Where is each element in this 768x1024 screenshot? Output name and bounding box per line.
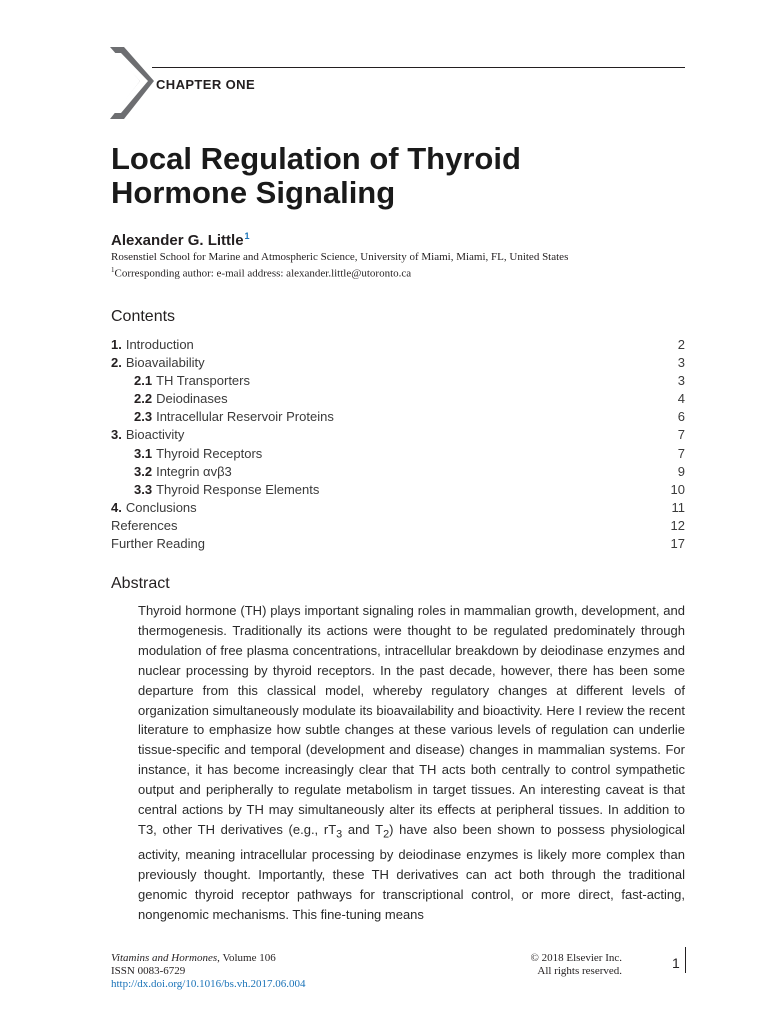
toc-entry-number: 1. [111,337,122,352]
toc-entry-page: 12 [670,517,685,533]
journal-volume: , Volume 106 [217,952,276,964]
abstract-part-3: ) have also been shown to possess physiological activity, meaning intracellular processing by deiodinase enzymes is likely more complex than previously thought. Importantly, these TH derivatives can act both through the traditional genomic thyroid receptor pathways for transcriptional control, or more direct, fast-acting, nongenomic mechanisms. This fine-tuning means [138,821,685,923]
chapter-label: CHAPTER ONE [156,77,256,92]
abstract-part-2: and T [342,821,384,837]
chapter-rule [152,67,685,68]
toc-entry-label: Thyroid Receptors [156,445,263,461]
toc-entry[interactable] [111,481,685,499]
toc-entry-page: 7 [677,445,685,461]
toc-entry-label: Integrin αvβ3 [156,463,232,479]
table-of-contents [111,336,685,553]
author [111,232,250,249]
doi-link[interactable]: http://dx.doi.org/10.1016/bs.vh.2017.06.004 [111,978,306,990]
corresponding-marker: 1 [111,266,115,274]
toc-entry-number: 2.3 [134,409,153,425]
toc-entry-number: 4. [111,499,122,515]
toc-entry-page: 3 [677,355,685,371]
toc-entry-label: Thyroid Response Elements [156,481,320,497]
toc-entry-label: Further Reading [111,536,205,552]
toc-entry[interactable] [111,445,685,463]
title-line-1: Local Regulation of Thyroid [111,141,521,176]
toc-entry-label: TH Transporters [156,373,250,389]
chapter-chevron-icon [110,47,154,119]
toc-entry-page: 11 [671,499,685,515]
chapter-title [111,142,521,210]
toc-entry[interactable] [111,336,685,354]
toc-entry-number: 3.2 [134,463,153,479]
affiliation-block [111,251,681,281]
journal-name: Vitamins and Hormones [111,952,218,964]
toc-entry-page: 6 [677,409,685,425]
footer-citation [111,952,305,991]
toc-entry-page: 7 [677,427,685,443]
abstract-heading: Abstract [111,575,170,592]
corresponding-text: Corresponding author: e-mail address: alexander.little@utoronto.ca [114,267,412,280]
title-line-2: Hormone Signaling [111,175,396,210]
toc-entry-page: 3 [677,373,685,389]
abstract-text [138,601,685,925]
toc-entry-number: 2.1 [134,373,153,389]
toc-entry-page: 17 [670,536,685,552]
toc-entry[interactable] [111,499,685,517]
toc-entry[interactable] [111,517,685,535]
toc-entry-label: Intracellular Reservoir Proteins [156,409,334,425]
issn: ISSN 0083-6729 [111,965,186,977]
author-name: Alexander G. Little [111,232,244,249]
footer-copyright [500,952,622,978]
toc-entry[interactable] [111,390,685,408]
affiliation: Rosenstiel School for Marine and Atmospheric Science, University of Miami, Miami, FL, United States [111,251,569,263]
author-footnote-link[interactable]: 1 [244,231,250,241]
abstract-part-1: Thyroid hormone (TH) plays important signaling roles in mammalian growth, development, and thermogenesis. Traditionally its actions were thought to be regulated predominately through modulation of free plasma concentrations, intracellular breakdown by deiodinase enzymes and nuclear processing by thyroid receptors. In the past decade, however, there has been some departure from this classical model, whereby regulatory changes at different levels of organization simultaneously modulate its bioavailability and bioactivity. Here I review the recent literature to emphasize how subtle changes at these various levels of regulation can underlie tissue-specific and temporal (development and disease) changes in mammalian systems. For instance, it has become increasingly clear that TH acts both centrally to control sympathetic output and peripherally to regulate metabolism in target tissues. An interesting caveat is that central actions by TH may simultaneously alter its effects at peripheral tissues. In addition to T3, other TH derivatives (e.g., rT [138,603,685,837]
toc-entry-number: 3.1 [134,445,153,461]
toc-entry-number: 2. [111,355,122,371]
toc-entry-page: 4 [677,391,685,407]
toc-entry-page: 9 [677,463,685,479]
abstract-sub-2: 2 [383,828,390,841]
page-number: 1 [672,955,680,971]
toc-entry[interactable] [111,354,685,372]
toc-entry[interactable] [111,426,685,444]
toc-entry-label: Deiodinases [156,391,228,407]
toc-entry[interactable] [111,372,685,390]
toc-entry-number: 3.3 [134,481,153,497]
rights: All rights reserved. [537,965,622,977]
toc-entry-label: Bioactivity [125,427,185,443]
toc-entry[interactable] [111,535,685,553]
abstract-sub-1: 3 [336,828,343,841]
copyright: © 2018 Elsevier Inc. [530,952,622,964]
toc-entry-number: 2.2 [134,391,153,407]
toc-entry[interactable] [111,408,685,426]
toc-entry-label: Introduction [125,337,194,352]
toc-entry-label: Conclusions [125,499,197,515]
contents-heading: Contents [111,308,176,325]
toc-entry[interactable] [111,463,685,481]
toc-entry-label: References [111,517,178,533]
corresponding-author [111,264,681,281]
page-number-rule [685,947,686,973]
toc-entry-page: 10 [670,481,685,497]
toc-entry-number: 3. [111,427,122,443]
toc-entry-label: Bioavailability [125,355,205,371]
toc-entry-page: 2 [677,337,685,352]
